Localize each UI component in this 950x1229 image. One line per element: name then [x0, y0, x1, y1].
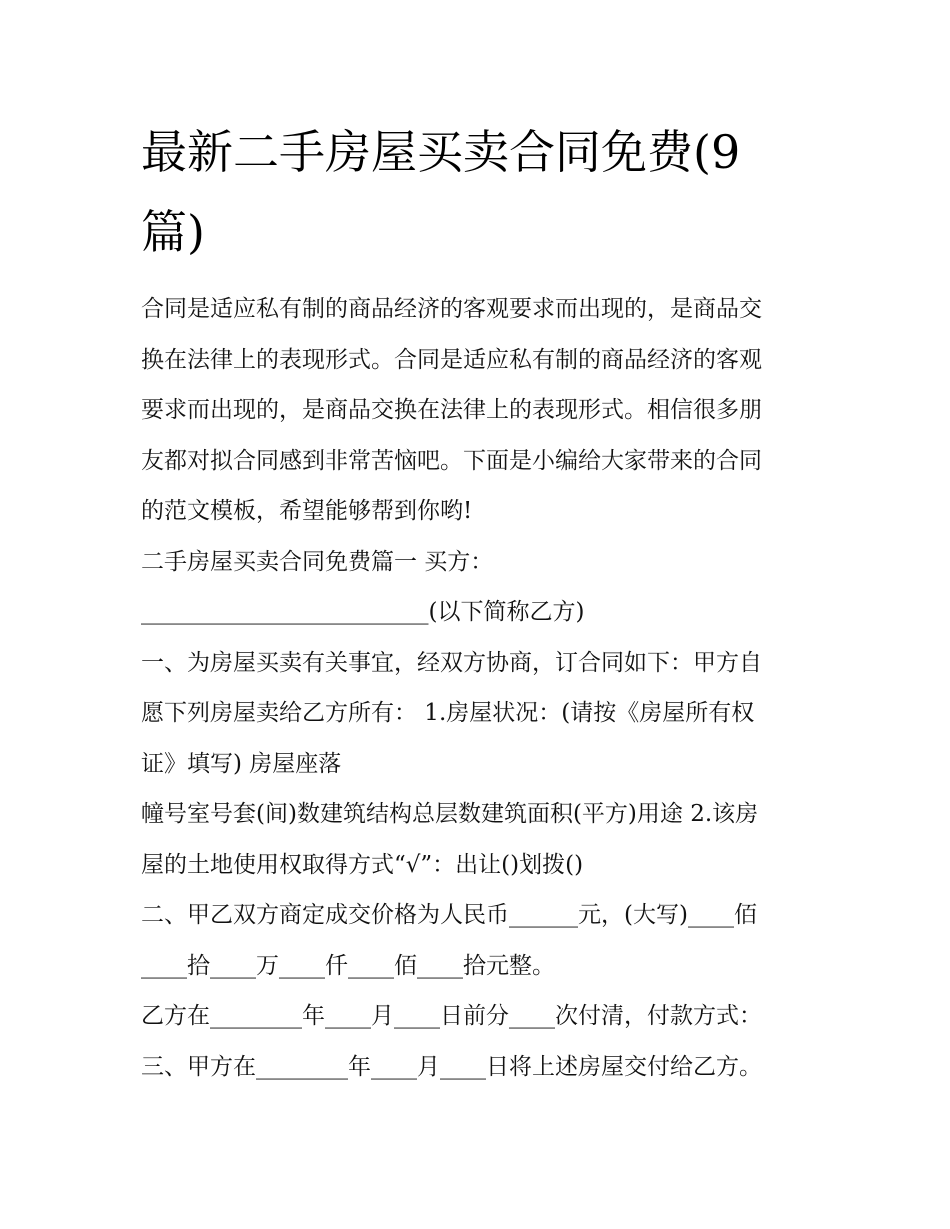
- section-heading-line: 二手房屋买卖合同免费篇一 买方：: [141, 548, 494, 575]
- body-line: 要求而出现的，是商品交换在法律上的表现形式。相信很多朋: [141, 397, 762, 423]
- fill-in-line: _________________________(以下简称乙方): [141, 599, 585, 625]
- document-content: [141, 112, 817, 1092]
- fill-in-line: 乙方在________年____月____日前分____次付清，付款方式：: [141, 1003, 762, 1029]
- document-title: [141, 112, 817, 272]
- fill-in-line: 三、甲方在________年____月____日将上述房屋交付给乙方。: [141, 1053, 762, 1080]
- body-line: 证》填写) 房屋座落: [141, 750, 342, 777]
- fill-in-line: ____拾____万____仟____佰____拾元整。: [141, 952, 555, 979]
- body-line: 愿下列房屋卖给乙方所有： 1.房屋状况：(请按《房屋所有权: [141, 700, 755, 726]
- body-line: 合同是适应私有制的商品经济的客观要求而出现的，是商品交: [141, 296, 762, 322]
- title-line-1: 最新二手房屋买卖合同免费(9: [141, 125, 741, 179]
- document-body: [141, 284, 817, 1092]
- body-line: 屋的土地使用权取得方式“√”：出让()划拨(): [141, 851, 584, 878]
- body-line: 换在法律上的表现形式。合同是适应私有制的商品经济的客观: [141, 346, 762, 373]
- body-line: 一、为房屋买卖有关事宜，经双方协商，订合同如下：甲方自: [141, 649, 762, 676]
- body-line: 的范文模板，希望能够帮到你哟!: [141, 498, 473, 524]
- title-line-2: 篇): [141, 205, 205, 259]
- fill-in-line: 二、甲乙双方商定成交价格为人民币______元，(大写)____佰: [141, 902, 757, 928]
- body-line: 友都对拟合同感到非常苦恼吧。下面是小编给大家带来的合同: [141, 447, 762, 474]
- body-line: 幢号室号套(间)数建筑结构总层数建筑面积(平方)用途 2.该房: [141, 801, 759, 827]
